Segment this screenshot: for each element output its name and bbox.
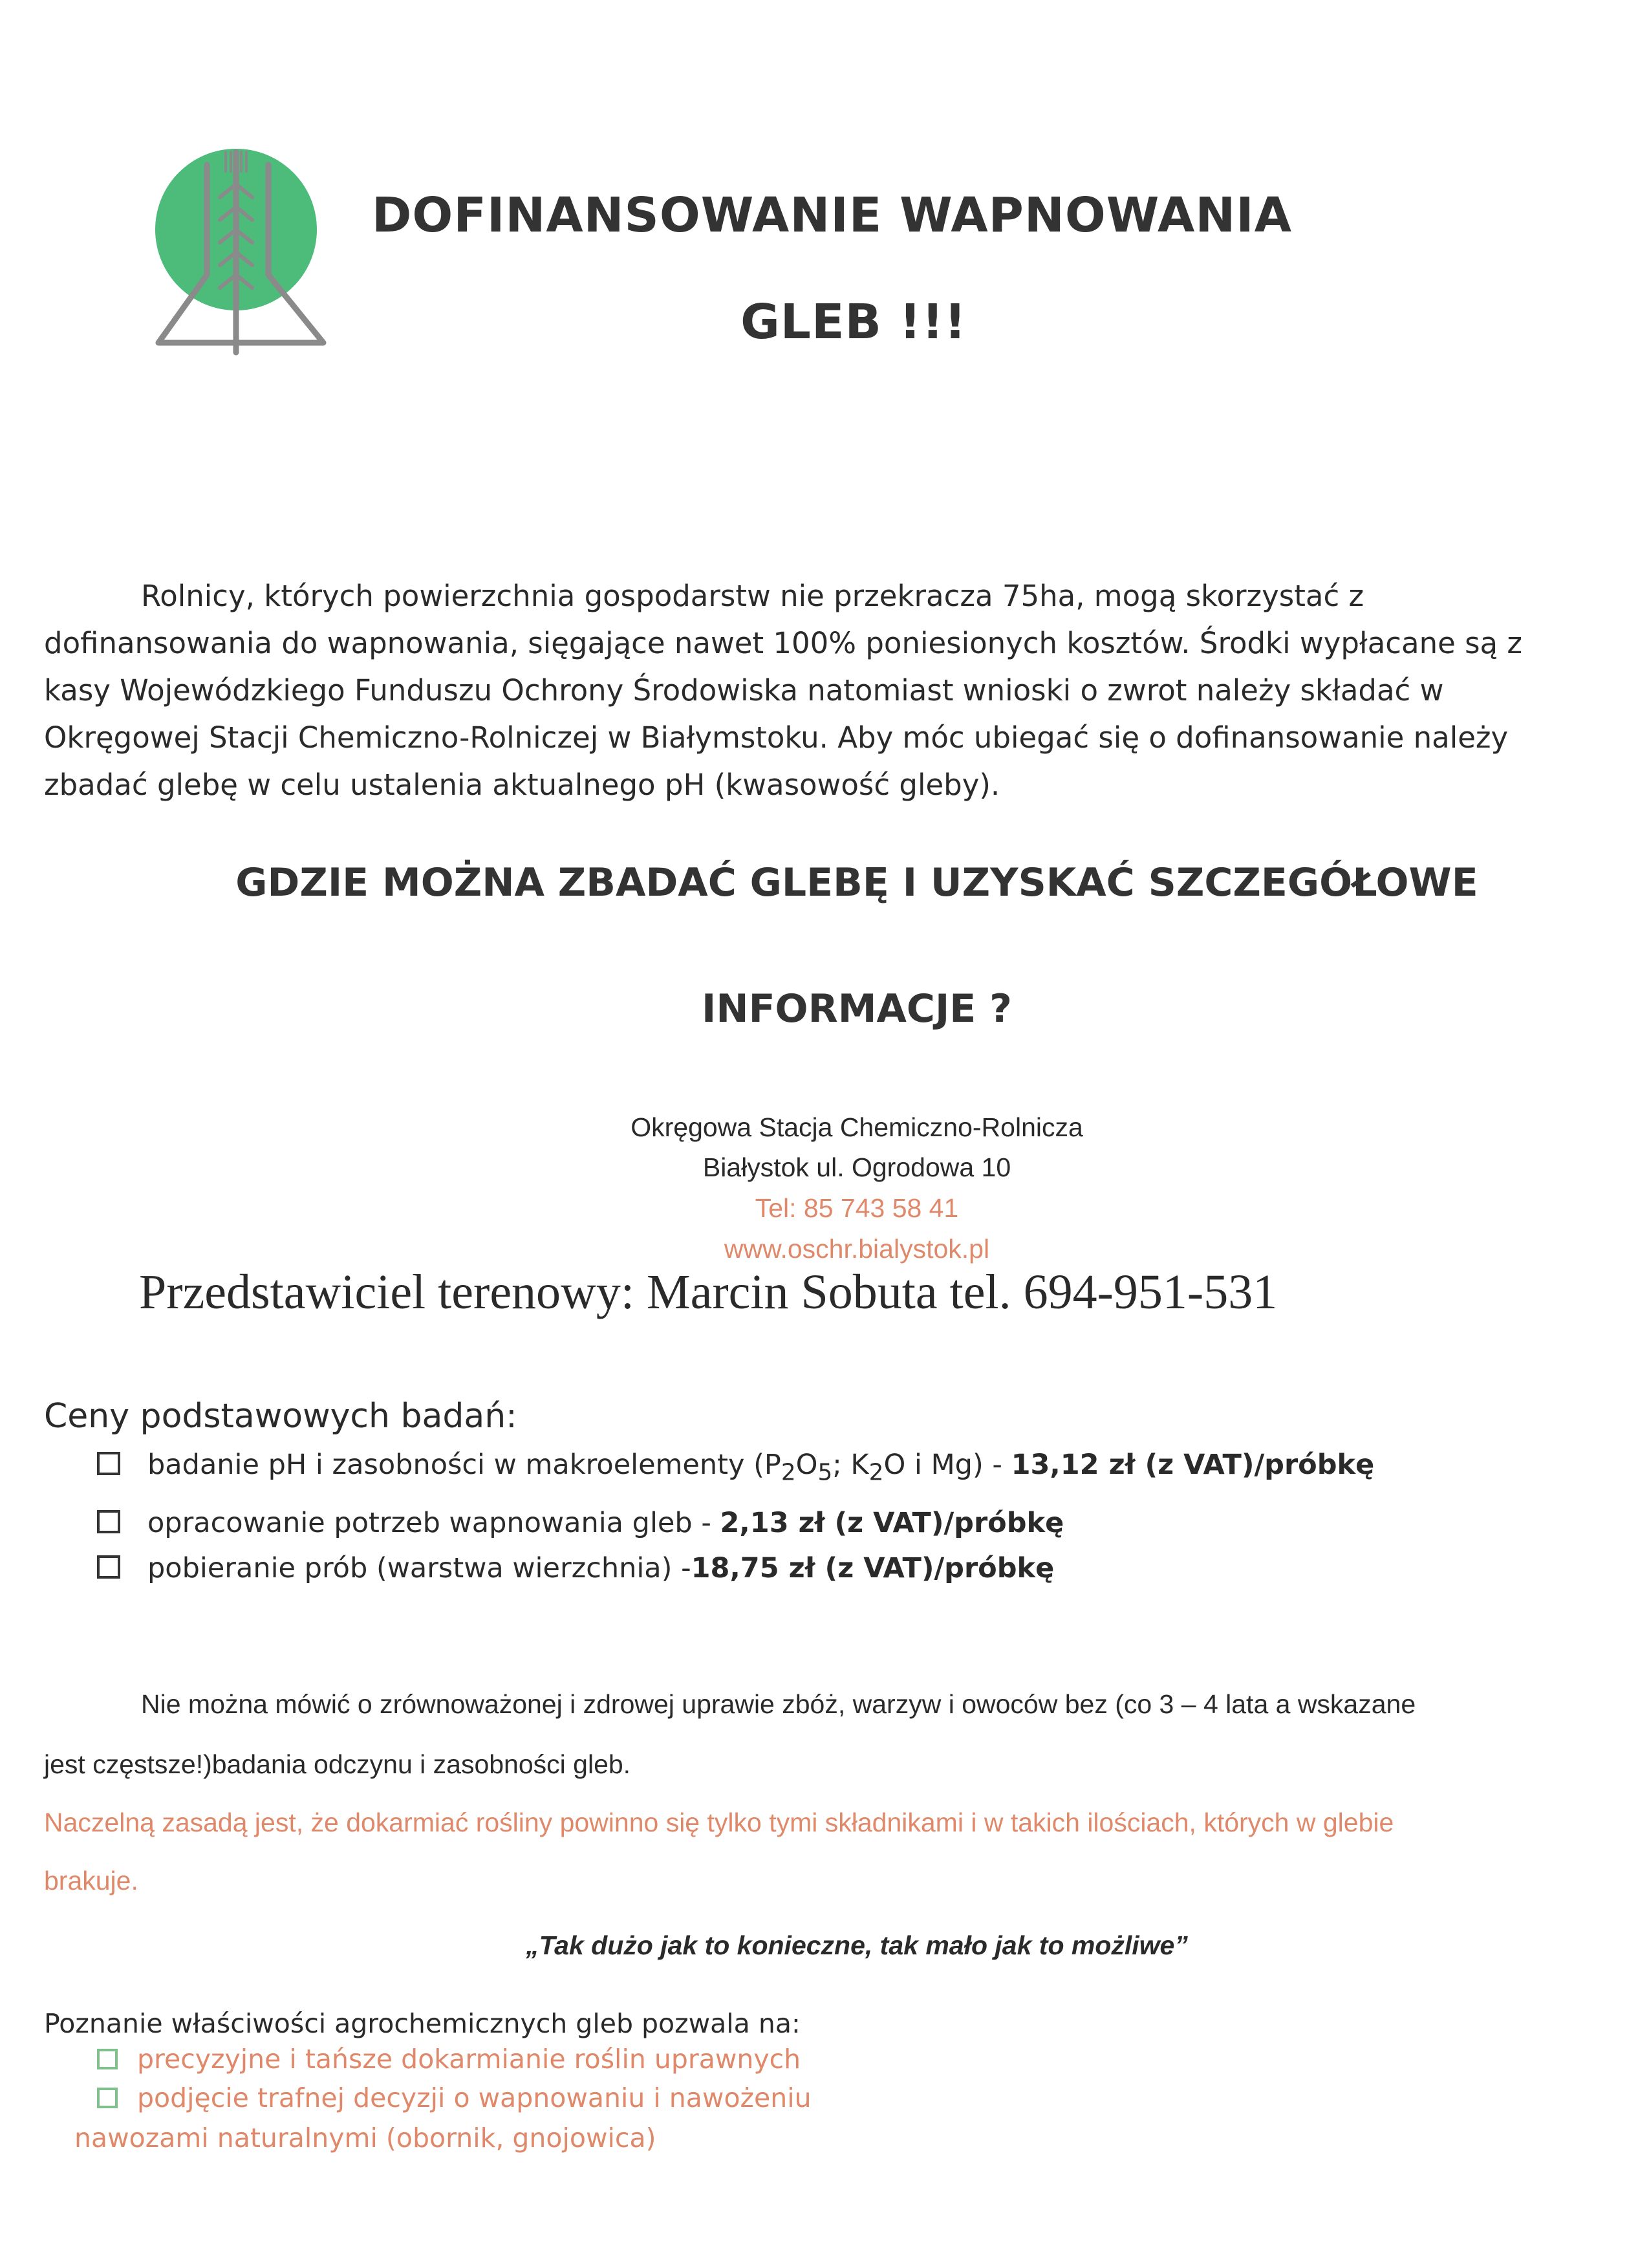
- knowledge-heading: Poznanie właściwości agrochemicznych gleb pozwala na:: [44, 2008, 801, 2039]
- checkbox-icon: [97, 1555, 120, 1579]
- page-title-line1: DOFINANSOWANIE WAPNOWANIA: [372, 188, 1293, 243]
- principle-paragraph-line1: Naczelną zasadą jest, że dokarmiać rośliny powinno się tylko tymi składnikami i w takich ilościach, których w glebie: [44, 1808, 1394, 1837]
- prices-heading: Ceny podstawowych badań:: [44, 1397, 517, 1436]
- testing-paragraph-line2: jest częstsze!)badania odczynu i zasobności gleb.: [44, 1749, 631, 1779]
- price-value: 13,12 zł (z VAT)/próbkę: [1011, 1449, 1375, 1481]
- motto-quote: „Tak dużo jak to konieczne, tak mało jak to możliwe”: [526, 1930, 1188, 1960]
- station-phone: Tel: 85 743 58 41: [755, 1193, 959, 1223]
- checkbox-icon: [97, 1510, 120, 1533]
- price-value: 2,13 zł (z VAT)/próbkę: [720, 1507, 1064, 1539]
- price-item: [97, 1552, 1054, 1584]
- station-name: Okręgowa Stacja Chemiczno-Rolnicza: [630, 1112, 1083, 1142]
- price-item-label: opracowanie potrzeb wapnowania gleb -: [147, 1507, 720, 1539]
- price-item: [97, 1507, 1064, 1539]
- price-value: 18,75 zł (z VAT)/próbkę: [691, 1552, 1055, 1584]
- intro-paragraph: Rolnicy, których powierzchnia gospodarstw nie przekracza 75ha, mogą skorzystać z dofinansowania do wapnowania, sięgające nawet 100% poniesionych kosztów. Środki wypłacane są z kasy Wojewódzkiego Funduszu Ochrony Środowiska natomiast wnioski o zwrot należy składać w Okręgowej Stacji Chemiczno-Rolniczej w Białymstoku. Aby móc ubiegać się o dofinansowanie należy zbadać glebę w celu ustalenia aktualnego pH (kwasowość gleby).: [44, 579, 1523, 802]
- price-item: badanie pH i zasobności w makroelementy ($P_2O_5$; $K_2O$ i Mg) - 13,12 zł (z VAT)/próbkę: [97, 1449, 1374, 1486]
- price-item-label: pobieranie prób (warstwa wierzchnia) -: [147, 1552, 691, 1584]
- station-website-link[interactable]: www.oschr.bialystok.pl: [724, 1234, 990, 1264]
- info-heading-line1: GDZIE MOŻNA ZBADAĆ GLEBĘ I UZYSKAĆ SZCZEGÓŁOWE: [235, 860, 1478, 905]
- station-street: Białystok ul. Ogrodowa 10: [702, 1152, 1011, 1182]
- page-title-line2: GLEB !!!: [740, 294, 967, 350]
- representative-contact: Przedstawiciel terenowy: Marcin Sobuta tel. 694-951-531: [139, 1265, 1278, 1319]
- price-item-label: badanie pH i zasobności w makroelementy (P: [147, 1449, 781, 1481]
- checkbox-icon: [97, 2049, 118, 2069]
- testing-paragraph-line1: Nie można mówić o zrównoważonej i zdrowej uprawie zbóż, warzyw i owoców bez (co 3 – 4 lata a wskazane: [141, 1689, 1416, 1719]
- checkbox-icon: [97, 1452, 120, 1475]
- checkbox-icon: [97, 2088, 118, 2108]
- knowledge-item: precyzyjne i tańsze dokarmianie roślin uprawnych: [97, 2044, 801, 2075]
- principle-paragraph-line2: brakuje.: [44, 1866, 138, 1895]
- knowledge-item-continuation: nawozami naturalnymi (obornik, gnojowica): [74, 2122, 656, 2154]
- knowledge-item: podjęcie trafnej decyzji o wapnowaniu i nawożeniu: [97, 2082, 812, 2113]
- info-heading-line2: INFORMACJE ?: [702, 986, 1012, 1031]
